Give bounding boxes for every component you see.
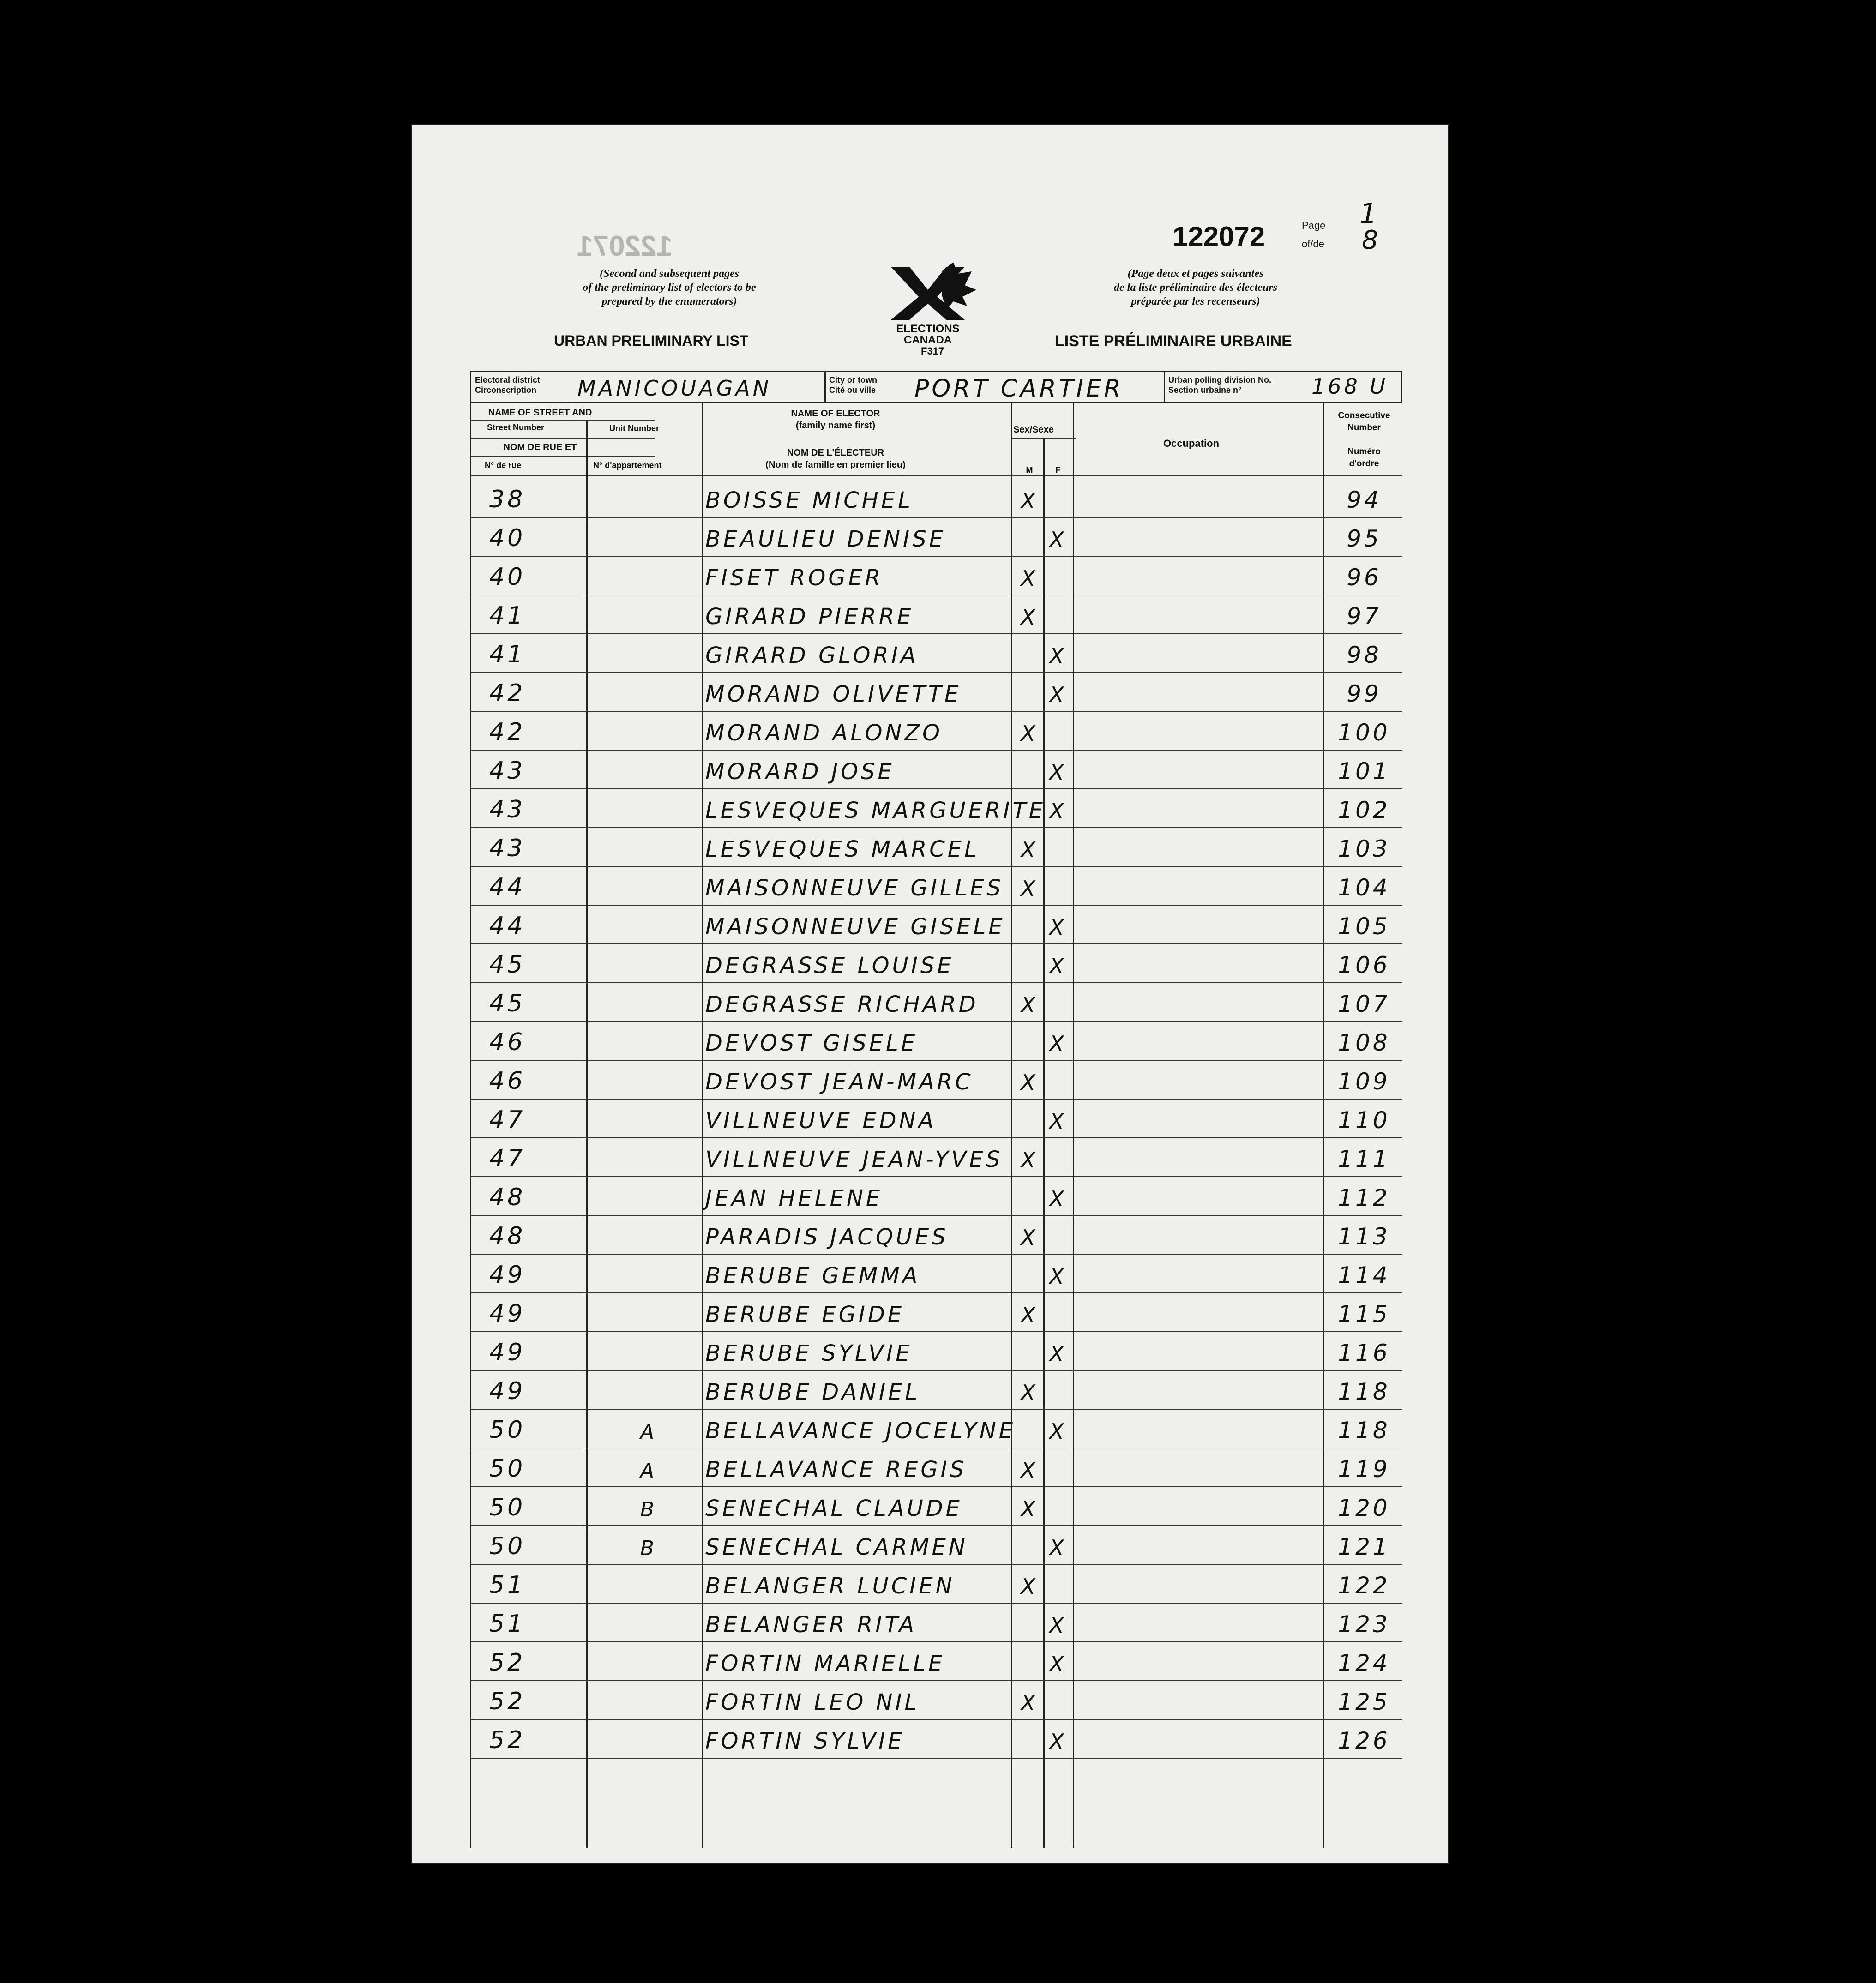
table-row — [411, 1022, 1449, 1061]
elector-name-cell: DEGRASSE RICHARD — [705, 992, 979, 1017]
consecutive-number-cell: 116 — [1338, 1340, 1390, 1366]
table-row — [411, 1720, 1449, 1759]
table-row — [411, 1138, 1449, 1177]
elector-name-cell: GIRARD PIERRE — [705, 604, 914, 630]
consecutive-number-cell: 108 — [1338, 1029, 1390, 1056]
female-header: F — [1055, 465, 1061, 475]
elector-name-cell: BERUBE DANIEL — [705, 1379, 920, 1405]
note-en-line: of the preliminary list of electors to be — [583, 282, 756, 294]
consecutive-header-line: d'ordre — [1349, 459, 1379, 469]
division-label-line: Urban polling division No. — [1168, 375, 1271, 385]
sex-male-cell: X — [1021, 488, 1038, 513]
table-row — [411, 828, 1449, 867]
consecutive-number-cell: 119 — [1338, 1456, 1390, 1483]
table-row — [411, 789, 1449, 828]
note-en-line: prepared by the enumerators) — [601, 295, 737, 307]
logo-text-line: ELECTIONS — [896, 323, 960, 335]
street-number-cell: 38 — [489, 486, 526, 513]
consecutive-number-cell: 125 — [1338, 1689, 1390, 1715]
elector-name-cell: FORTIN MARIELLE — [705, 1651, 945, 1677]
table-row — [411, 1216, 1449, 1255]
street-number-cell: 45 — [489, 990, 526, 1017]
elector-name-cell: SENECHAL CARMEN — [705, 1534, 968, 1560]
street-number-cell: 49 — [489, 1261, 526, 1289]
unit-number-cell: A — [640, 1459, 657, 1483]
street-number-cell: 48 — [489, 1184, 526, 1211]
elector-name-cell: BERUBE GEMMA — [705, 1263, 920, 1289]
elector-name-cell: BEAULIEU DENISE — [705, 526, 946, 552]
street-number-cell: 42 — [489, 679, 526, 707]
division-label — [1168, 375, 1271, 395]
sex-male-cell: X — [1021, 1070, 1038, 1095]
consecutive-header-line: Numéro — [1347, 447, 1381, 457]
consecutive-number-cell: 101 — [1338, 758, 1390, 785]
consecutive-number-cell: 120 — [1338, 1495, 1390, 1521]
elector-name-cell: DEGRASSE LOUISE — [705, 953, 954, 979]
street-number-cell: 45 — [489, 951, 526, 979]
consecutive-number-cell: 124 — [1338, 1650, 1390, 1677]
elector-name-cell: MORARD JOSE — [705, 759, 895, 785]
sex-female-cell: X — [1049, 643, 1067, 668]
note-fr-line: de la liste préliminaire des électeurs — [1114, 282, 1277, 294]
sex-male-cell: X — [1021, 1690, 1038, 1715]
table-row — [411, 1293, 1449, 1332]
city-label-line: Cité ou ville — [829, 385, 876, 395]
sex-female-cell: X — [1049, 1186, 1067, 1211]
table-row — [411, 479, 1449, 518]
street-number-cell: 43 — [489, 796, 526, 823]
table-row — [411, 1526, 1449, 1565]
elector-name-cell: VILLNEUVE EDNA — [705, 1108, 937, 1134]
street-number-cell: 43 — [489, 757, 526, 785]
sex-female-cell: X — [1049, 915, 1067, 940]
elector-name-cell: BOISSE MICHEL — [705, 487, 913, 513]
table-row — [411, 906, 1449, 944]
city-value: PORT CARTIER — [914, 375, 1124, 403]
table-row — [411, 557, 1449, 595]
consecutive-number-cell: 102 — [1338, 797, 1390, 823]
street-number-cell: 50 — [489, 1455, 526, 1483]
street-number-cell: 52 — [489, 1649, 526, 1677]
street-number-cell: 51 — [489, 1610, 526, 1638]
sex-header: Sex/Sexe — [1013, 425, 1054, 435]
unit-number-fr: N° d'appartement — [593, 461, 662, 470]
street-number-cell: 52 — [489, 1688, 526, 1715]
ghost-serial: 122071 — [577, 230, 673, 262]
table-row — [411, 1061, 1449, 1100]
elector-name-cell: DEVOST JEAN-MARC — [705, 1069, 974, 1095]
note-fr-line: préparée par les recenseurs) — [1131, 295, 1260, 307]
serial-number: 122072 — [1172, 221, 1265, 252]
row-rule — [470, 1758, 1402, 1759]
division-value: 168 U — [1311, 374, 1389, 399]
sex-male-cell: X — [1021, 1574, 1038, 1599]
elector-name-cell: BELLAVANCE REGIS — [705, 1457, 967, 1483]
consecutive-number-cell: 100 — [1338, 719, 1390, 746]
consecutive-number-cell: 115 — [1338, 1301, 1390, 1328]
consecutive-number-cell: 121 — [1338, 1533, 1390, 1560]
consecutive-number-cell: 123 — [1338, 1611, 1390, 1638]
sex-female-cell: X — [1049, 954, 1067, 979]
table-row — [411, 1681, 1449, 1720]
page-number: 1 — [1359, 198, 1380, 230]
street-number-cell: 49 — [489, 1339, 526, 1366]
table-row — [411, 595, 1449, 634]
sex-male-cell: X — [1021, 566, 1038, 591]
table-row — [411, 1100, 1449, 1138]
unit-number-en: Unit Number — [609, 424, 659, 433]
street-number-cell: 46 — [489, 1067, 526, 1095]
male-header: M — [1026, 465, 1033, 475]
sex-male-cell: X — [1021, 1225, 1038, 1250]
elections-canada-logo — [872, 262, 983, 355]
street-number-cell: 50 — [489, 1416, 526, 1444]
of-label: of/de — [1302, 238, 1324, 250]
elector-name-cell: VILLNEUVE JEAN-YVES — [705, 1147, 1003, 1172]
district-box — [470, 371, 1402, 403]
elector-name-cell: LESVEQUES MARCEL — [705, 836, 980, 862]
street-number-cell: 44 — [489, 912, 526, 940]
elector-header-line: (Nom de famille en premier lieu) — [765, 460, 906, 470]
consecutive-number-cell: 95 — [1347, 525, 1382, 552]
district-label-line: Electoral district — [475, 375, 541, 385]
elector-name-cell: MAISONNEUVE GISELE — [705, 914, 1005, 940]
table-row — [411, 983, 1449, 1022]
division-label-line: Section urbaine n° — [1168, 385, 1242, 395]
table-row — [411, 944, 1449, 983]
sex-female-cell: X — [1049, 799, 1067, 823]
table-row — [411, 712, 1449, 751]
consecutive-number-cell: 113 — [1338, 1223, 1390, 1250]
table-row — [411, 1448, 1449, 1487]
street-group-fr: NOM DE RUE ET — [503, 442, 577, 452]
street-number-cell: 52 — [489, 1726, 526, 1754]
consecutive-header-line: Number — [1347, 423, 1381, 433]
district-label — [475, 375, 540, 395]
elector-header-en — [734, 408, 937, 432]
sex-female-cell: X — [1049, 1652, 1067, 1677]
form-code: F317 — [921, 345, 944, 357]
elector-name-cell: DEVOST GISELE — [705, 1030, 918, 1056]
sex-male-cell: X — [1021, 992, 1038, 1017]
sex-female-cell: X — [1049, 1109, 1067, 1134]
street-number-cell: 40 — [489, 563, 526, 591]
occupation-header: Occupation — [1163, 438, 1220, 449]
street-number-cell: 49 — [489, 1377, 526, 1405]
city-label-line: City or town — [829, 375, 877, 385]
street-number-cell: 51 — [489, 1571, 526, 1599]
table-row — [411, 518, 1449, 557]
street-number-fr: N° de rue — [485, 461, 522, 470]
consecutive-number-cell: 118 — [1338, 1417, 1390, 1444]
street-number-cell: 47 — [489, 1145, 526, 1172]
unit-number-cell: A — [640, 1420, 657, 1444]
sex-male-cell: X — [1021, 1458, 1038, 1483]
table-row — [411, 634, 1449, 673]
sex-female-cell: X — [1049, 1613, 1067, 1638]
table-row — [411, 673, 1449, 712]
table-row — [411, 1565, 1449, 1604]
sex-female-cell: X — [1049, 1535, 1067, 1560]
elector-header-line: NAME OF ELECTOR — [791, 409, 880, 419]
elector-header-line: (family name first) — [795, 421, 876, 431]
note-french — [1076, 267, 1316, 308]
elector-name-cell: BERUBE EGIDE — [705, 1302, 905, 1328]
street-number-cell: 41 — [489, 602, 526, 630]
consecutive-number-cell: 109 — [1338, 1068, 1390, 1095]
elector-name-cell: BELLAVANCE JOCELYNE — [705, 1418, 1016, 1444]
table-row — [411, 1332, 1449, 1371]
consecutive-number-cell: 97 — [1347, 603, 1382, 630]
district-label-line: Circonscription — [475, 385, 537, 395]
sex-female-cell: X — [1049, 1341, 1067, 1366]
sex-female-cell: X — [1049, 1729, 1067, 1754]
sex-male-cell: X — [1021, 605, 1038, 630]
elector-name-cell: LESVEQUES MARGUERITE — [705, 798, 1046, 823]
elector-name-cell: BELANGER RITA — [705, 1612, 917, 1638]
sex-female-cell: X — [1049, 1264, 1067, 1289]
table-row — [411, 1371, 1449, 1410]
sex-male-cell: X — [1021, 837, 1038, 862]
elector-name-cell: BELANGER LUCIEN — [705, 1573, 955, 1599]
consecutive-number-cell: 122 — [1338, 1572, 1390, 1599]
page-label: Page — [1302, 220, 1326, 231]
elector-name-cell: PARADIS JACQUES — [705, 1224, 949, 1250]
consecutive-number-cell: 110 — [1338, 1107, 1390, 1134]
consecutive-number-cell: 105 — [1338, 913, 1390, 940]
street-number-cell: 41 — [489, 641, 526, 668]
unit-number-cell: B — [640, 1498, 657, 1521]
elector-name-cell: GIRARD GLORIA — [705, 643, 919, 668]
form-sheet — [411, 124, 1449, 1864]
consecutive-number-cell: 111 — [1338, 1146, 1390, 1172]
street-number-cell: 48 — [489, 1222, 526, 1250]
sex-male-cell: X — [1021, 721, 1038, 746]
city-label — [829, 375, 877, 395]
consecutive-header-line: Consecutive — [1338, 411, 1390, 421]
elector-name-cell: SENECHAL CLAUDE — [705, 1496, 962, 1521]
table-row — [411, 1642, 1449, 1681]
consecutive-number-cell: 99 — [1347, 680, 1382, 707]
sex-female-cell: X — [1049, 527, 1067, 552]
table-row — [411, 1487, 1449, 1526]
note-fr-line: (Page deux et pages suivantes — [1127, 268, 1264, 280]
sex-female-cell: X — [1049, 1031, 1067, 1056]
sex-female-cell: X — [1049, 760, 1067, 785]
consecutive-number-cell: 126 — [1338, 1727, 1390, 1754]
sex-male-cell: X — [1021, 1380, 1038, 1405]
elector-name-cell: MORAND ALONZO — [705, 720, 943, 746]
street-number-cell: 49 — [489, 1300, 526, 1328]
unit-number-cell: B — [640, 1537, 657, 1560]
street-number-cell: 50 — [489, 1532, 526, 1560]
elector-header-fr — [734, 447, 937, 471]
elector-header-line: NOM DE L'ÉLECTEUR — [787, 448, 884, 458]
title-english: URBAN PRELIMINARY LIST — [554, 332, 749, 349]
consecutive-number-cell: 94 — [1347, 487, 1382, 513]
elector-name-cell: BERUBE SYLVIE — [705, 1340, 913, 1366]
elector-name-cell: JEAN HELENE — [705, 1185, 883, 1211]
street-number-cell: 40 — [489, 524, 526, 552]
street-number-cell: 42 — [489, 718, 526, 746]
street-number-cell: 43 — [489, 835, 526, 862]
consecutive-number-cell: 114 — [1338, 1262, 1390, 1289]
elector-name-cell: FORTIN SYLVIE — [705, 1728, 905, 1754]
consecutive-number-cell: 107 — [1338, 991, 1390, 1017]
page-total: 8 — [1362, 225, 1381, 255]
consecutive-number-cell: 112 — [1338, 1184, 1390, 1211]
sex-male-cell: X — [1021, 1303, 1038, 1328]
sex-female-cell: X — [1049, 1419, 1067, 1444]
street-number-en: Street Number — [487, 423, 545, 432]
district-value: MANICOUAGAN — [577, 376, 772, 401]
consecutive-number-cell: 103 — [1338, 835, 1390, 862]
electors-table — [411, 479, 1449, 1845]
street-number-cell: 50 — [489, 1494, 526, 1521]
sex-male-cell: X — [1021, 876, 1038, 901]
consecutive-number-cell: 98 — [1347, 642, 1382, 668]
table-row — [411, 1177, 1449, 1216]
sex-male-cell: X — [1021, 1496, 1038, 1521]
elector-name-cell: MAISONNEUVE GILLES — [705, 875, 1004, 901]
note-english — [549, 267, 789, 308]
consecutive-number-cell: 104 — [1338, 874, 1390, 901]
elector-name-cell: FORTIN LEO NIL — [705, 1689, 920, 1715]
sex-male-cell: X — [1021, 1148, 1038, 1172]
note-en-line: (Second and subsequent pages — [599, 268, 740, 280]
logo-text — [872, 324, 983, 346]
street-number-cell: 44 — [489, 873, 526, 901]
elector-name-cell: MORAND OLIVETTE — [705, 681, 962, 707]
logo-text-line: CANADA — [904, 334, 952, 346]
table-row — [411, 1604, 1449, 1642]
table-row — [411, 751, 1449, 789]
consecutive-header — [1327, 410, 1401, 470]
street-number-cell: 47 — [489, 1106, 526, 1134]
sex-female-cell: X — [1049, 682, 1067, 707]
title-french: LISTE PRÉLIMINAIRE URBAINE — [1055, 332, 1292, 350]
street-number-cell: 46 — [489, 1028, 526, 1056]
consecutive-number-cell: 118 — [1338, 1378, 1390, 1405]
elector-name-cell: FISET ROGER — [705, 565, 884, 591]
consecutive-number-cell: 96 — [1347, 564, 1382, 591]
consecutive-number-cell: 106 — [1338, 952, 1390, 979]
table-row — [411, 1255, 1449, 1293]
street-group-en: NAME OF STREET AND — [488, 408, 592, 418]
table-row — [411, 1410, 1449, 1448]
table-row — [411, 867, 1449, 906]
x-mark-icon — [872, 262, 983, 322]
